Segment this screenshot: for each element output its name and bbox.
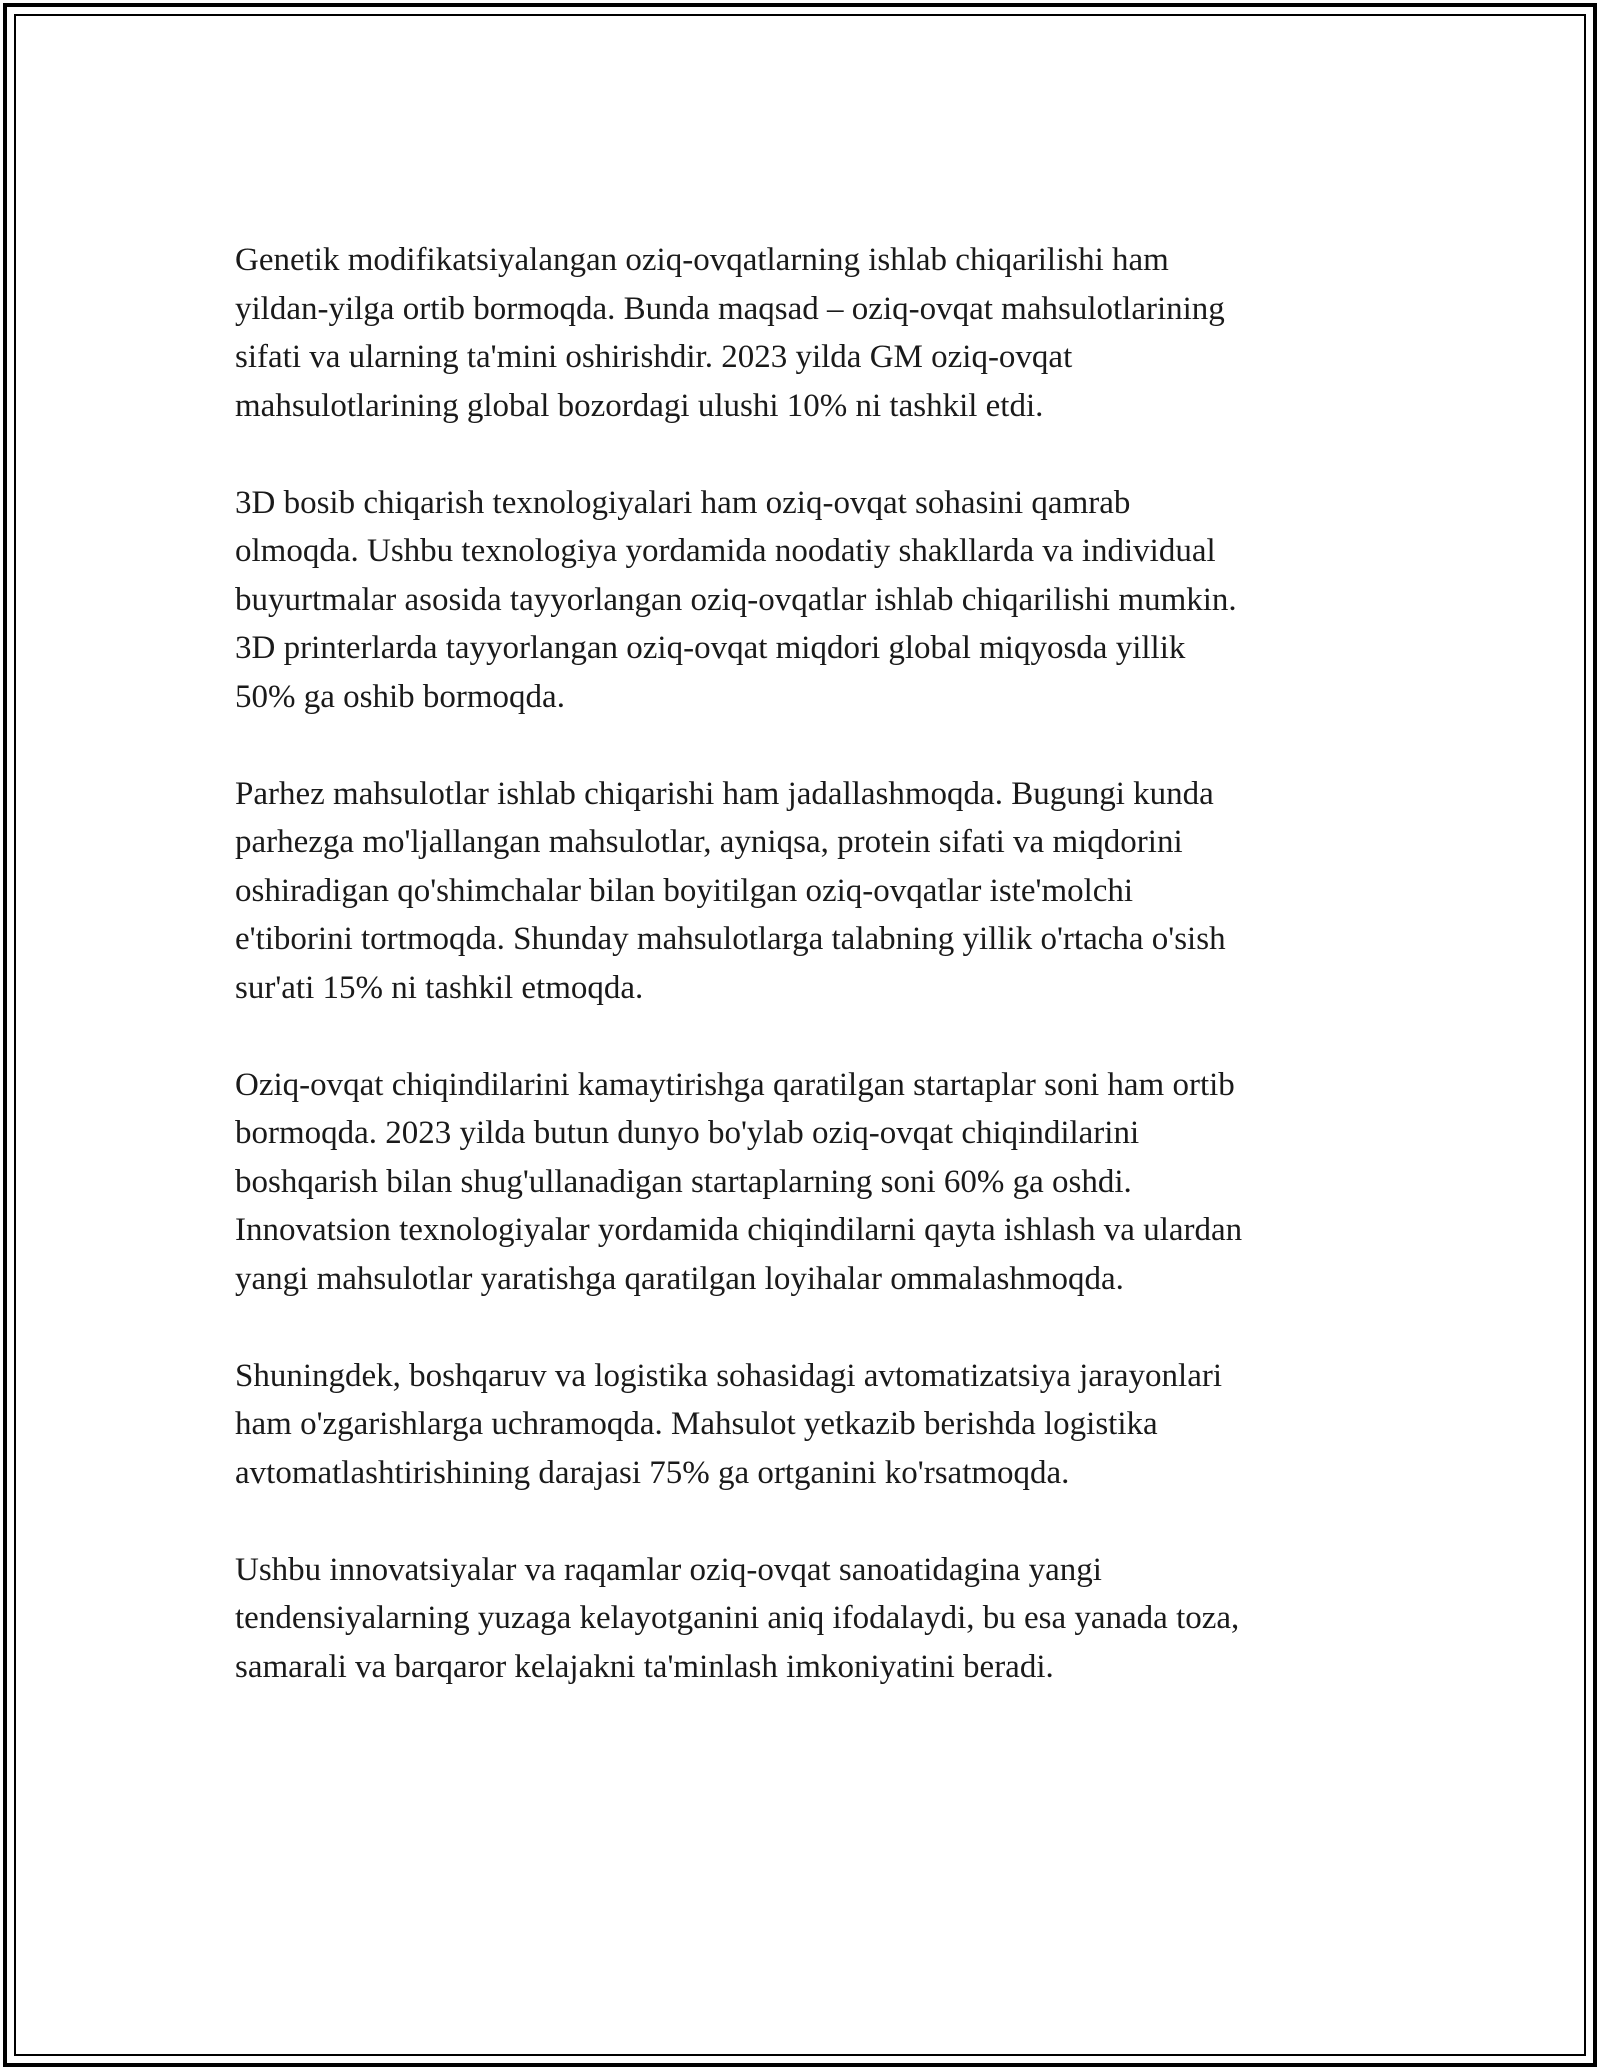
paragraph-gm-food: Genetik modifikatsiyalangan oziq-ovqatlarning ishlab chiqarilishi ham yildan-yilga ortib bormoqda. Bunda maqsad – oziq-ovqat mahsulotlarining sifati va ularning ta'mini oshirishdir. 2023 yilda GM oziq-ovqat mahsulotlarining global bozordagi ulushi 10% ni tashkil etdi. — [235, 242, 1225, 424]
paragraph-conclusion: Ushbu innovatsiyalar va raqamlar oziq-ovqat sanoatidagina yangi tendensiyalarning yuzaga kelayotganini aniq ifodalaydi, bu esa yanada toza, samarali va barqaror kelajakni ta'minlash imkoniyatini beradi. — [235, 1551, 1240, 1685]
paragraph-3d-printing: 3D bosib chiqarish texnologiyalari ham oziq-ovqat sohasini qamrab olmoqda. Ushbu texnologiya yordamida noodatiy shakllarda va individual buyurtmalar asosida tayyorlangan oziq-ovqatlar ishlab chiqarilishi mumkin. 3D printerlarda tayyorlangan oziq-ovqat miqdori global miqyosda yillik 50% ga oshib bormoqda. — [235, 484, 1237, 715]
paragraph-logistics-automation: Shuningdek, boshqaruv va logistika sohasidagi avtomatizatsiya jarayonlari ham o'zgarishlarga uchramoqda. Mahsulot yetkazib berishda logistika avtomatlashtirishining darajasi 75% ga ortganini ko'rsatmoqda. — [235, 1357, 1223, 1491]
paragraph-food-waste-startups: Oziq-ovqat chiqindilarini kamaytirishga qaratilgan startaplar soni ham ortib bormoqda. 2023 yilda butun dunyo bo'ylab oziq-ovqat chiqindilarini boshqarish bilan shug'ullanadigan startaplarning soni 60% ga oshdi. Innovatsion texnologiyalar yordamida chiqindilarni qayta ishlash va ulardan yangi mahsulotlar yaratishga qaratilgan loyihalar ommalashmoqda. — [235, 1066, 1243, 1297]
document-body — [235, 236, 1365, 1691]
paragraph-diet-products: Parhez mahsulotlar ishlab chiqarishi ham jadallashmoqda. Bugungi kunda parhezga mo'ljallangan mahsulotlar, ayniqsa, protein sifati va miqdorini oshiradigan qo'shimchalar bilan boyitilgan oziq-ovqatlar iste'molchi e'tiborini tortmoqda. Shunday mahsulotlarga talabning yillik o'rtacha o'sish sur'ati 15% ni tashkil etmoqda. — [235, 775, 1226, 1006]
